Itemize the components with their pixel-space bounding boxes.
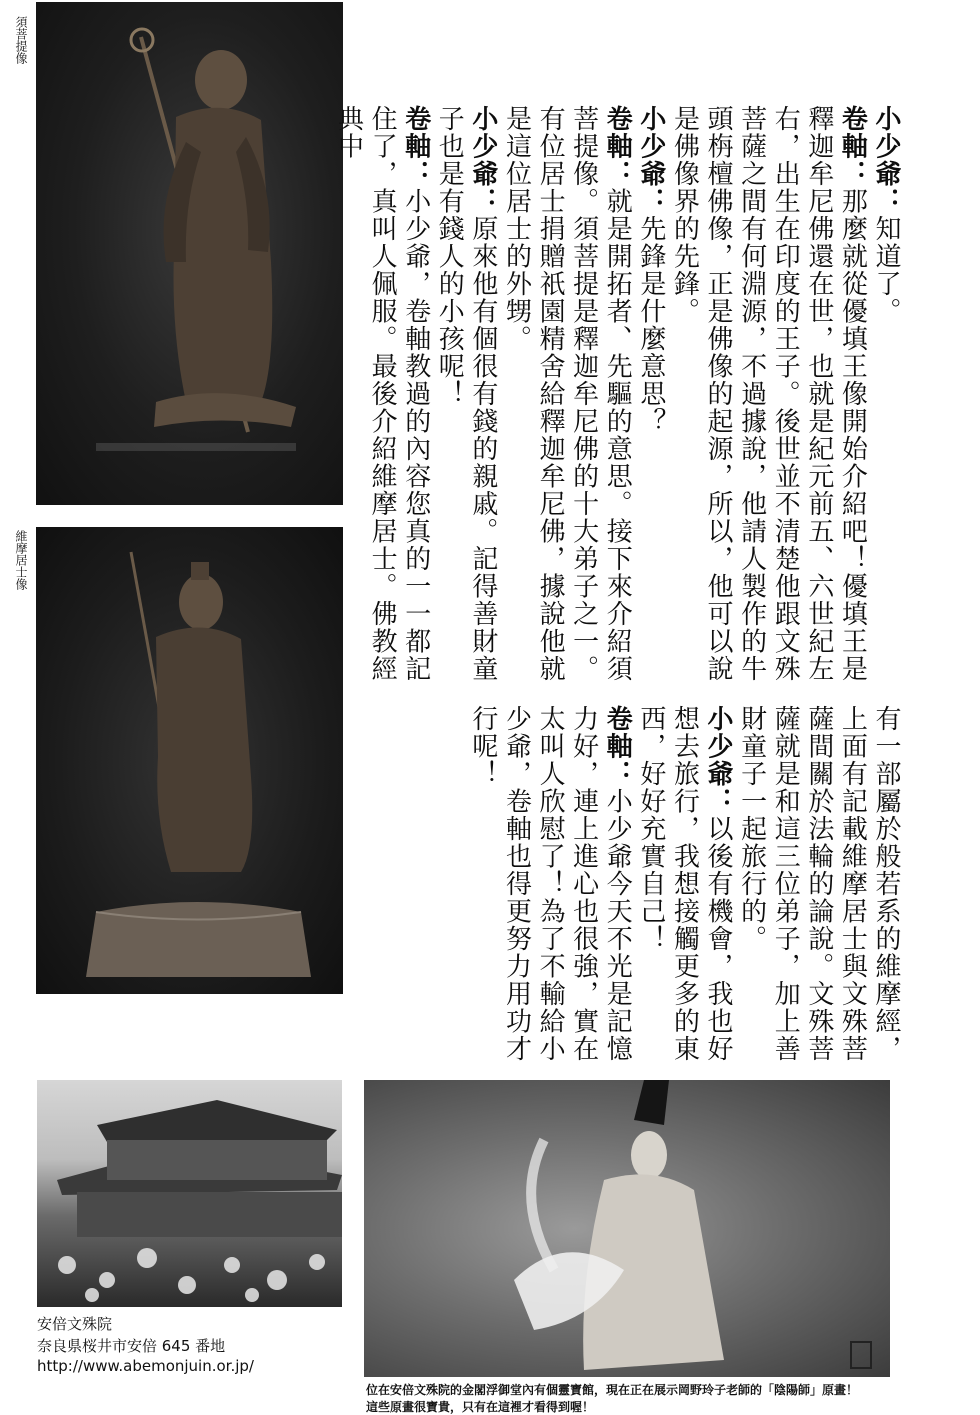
speaker: 卷軸：	[837, 105, 868, 188]
speaker: 卷軸：	[400, 105, 431, 188]
onmyoji-figure	[364, 1080, 890, 1377]
speaker: 小少爺：	[703, 705, 734, 815]
subhuti-statue-photo	[36, 2, 343, 505]
dialogue-line	[331, 105, 432, 685]
vimalakirti-caption: 維摩居士像	[14, 530, 28, 590]
dialogue-text: 以後有機會，我也好想去旅行，我想接觸更多的東西，好好充實自己！	[635, 705, 734, 1063]
vimalakirti-statue-figure	[36, 527, 343, 994]
temple-address: 奈良県桜井市安倍 645 番地	[37, 1337, 226, 1355]
speaker: 卷軸：	[602, 705, 633, 788]
lower-dialogue	[467, 705, 902, 1075]
dialogue-line	[868, 105, 902, 685]
dialogue-line	[667, 105, 869, 685]
dialogue-text: 小少爺，卷軸教過的內容您真的一一都記住了，真叫人佩服。最後介紹維摩居士。佛教經典中	[333, 105, 431, 683]
speaker: 卷軸：	[602, 105, 633, 188]
dialogue-line	[633, 105, 667, 685]
temple-name: 安倍文殊院	[37, 1315, 113, 1333]
dialogue-text: 就是開拓者、先驅的意思。接下來介紹須菩提像。須菩提是釋迦牟尼佛的十大弟子之一。有位居士捐贈祇園精舍給釋迦牟尼佛，據說他就是這位居士的外甥。	[501, 105, 633, 683]
upper-dialogue	[333, 105, 902, 685]
temple-photo	[37, 1080, 342, 1307]
dialogue-text: 先鋒是什麼意思？	[635, 215, 666, 435]
dialogue-line	[633, 705, 734, 1075]
onmyoji-painting	[364, 1080, 890, 1377]
dialogue-text: 原來他有個很有錢的親戚。記得善財童子也是有錢人的小孩呢！	[434, 105, 498, 683]
dialogue-text: 知道了。	[871, 215, 901, 325]
speaker: 小少爺：	[635, 105, 666, 215]
speaker: 小少爺：	[467, 105, 498, 215]
temple-url[interactable]: http://www.abemonjuin.or.jp/	[37, 1357, 254, 1375]
dialogue-text: 小少爺今天不光是記憶力好，連上進心也很強，實在太叫人欣慰了！為了不輸給小少爺，卷軸也得更努力用功才行呢！	[467, 705, 633, 1063]
vimalakirti-statue-photo	[36, 527, 343, 994]
dialogue-text: 有一部屬於般若系的維摩經，上面有記載維摩居士與文殊菩薩間關於法輪的論說。文殊菩薩就是和這三位弟子，加上善財童子一起旅行的。	[736, 705, 901, 1063]
dialogue-line	[432, 105, 499, 685]
dialogue-line	[499, 105, 633, 685]
dialogue-text: 那麼就從優填王像開始介紹吧！優填王是釋迦牟尼佛還在世，也就是紀元前五、六世紀左右，出生在印度的王子。後世並不清楚他跟文殊菩薩之間有何淵源，不過據說，他請人製作的牛頭栴檀佛像，正是佛像的起源，所以，他可以說是佛像界的先鋒。	[669, 105, 868, 683]
speaker: 小少爺：	[871, 105, 901, 215]
dialogue-line	[734, 705, 902, 1075]
painting-caption-line1: 位在安倍文殊院的金閣浮御堂內有個靈寶館，現在正在展示岡野玲子老師的「陰陽師」原畫！	[366, 1383, 859, 1397]
painting-caption-line2: 這些原畫很寶貴，只有在這裡才看得到喔！	[366, 1400, 595, 1414]
subhuti-statue-figure	[36, 2, 343, 505]
dialogue-line	[465, 705, 633, 1075]
temple-building	[37, 1080, 342, 1307]
subhuti-caption: 須菩提像	[14, 16, 28, 64]
